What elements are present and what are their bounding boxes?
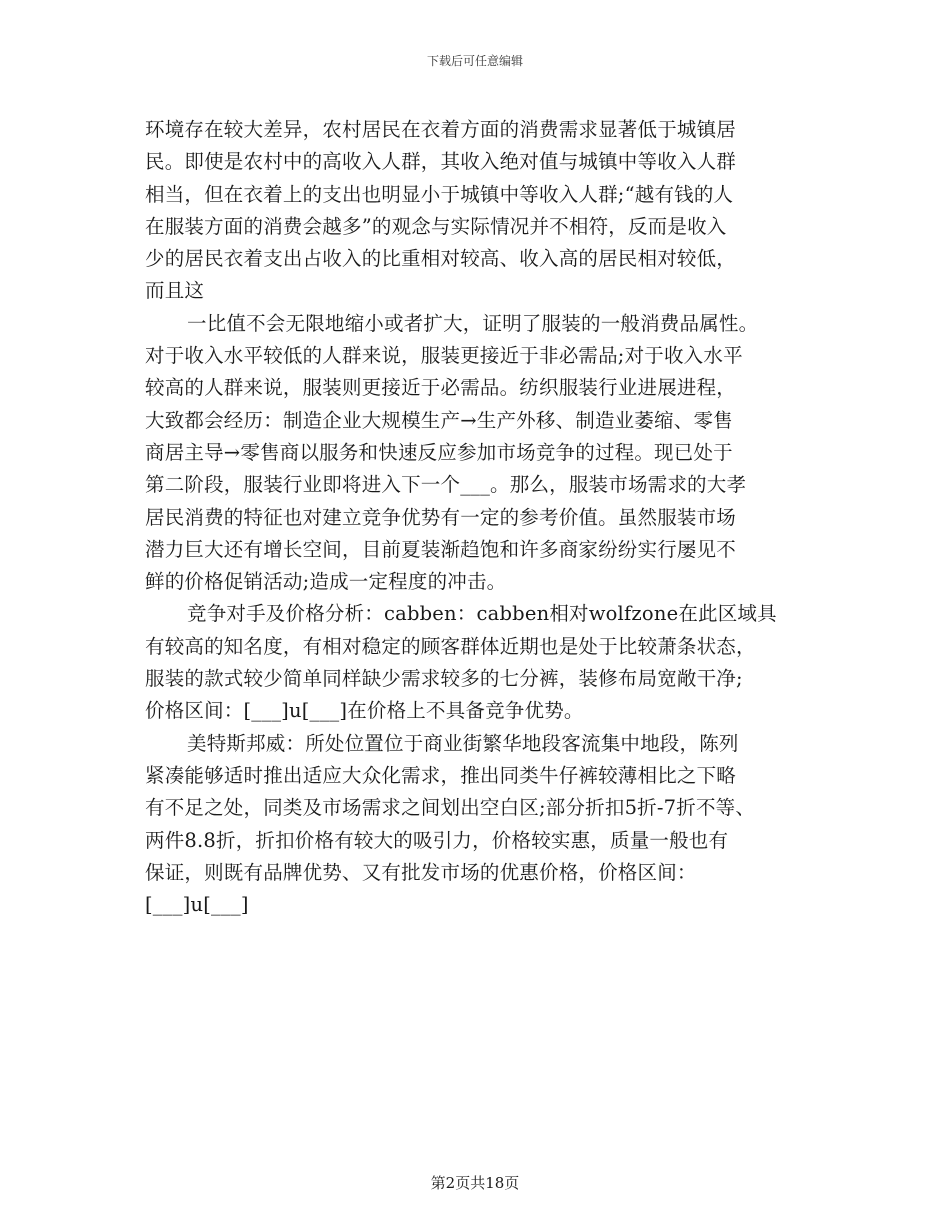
text-line: 有不足之处，同类及市场需求之间划出空白区;部分折扣5折-7折不等、	[145, 796, 756, 820]
text-line: 商居主导→零售商以服务和快速反应参加市场竞争的过程。现已处于	[145, 440, 733, 464]
page-header: 下载后可任意编辑	[426, 54, 523, 68]
page-footer: 第2页共18页	[430, 1174, 520, 1192]
text-line: [___]u[___]	[145, 893, 249, 917]
text-line: 紧凑能够适时推出适应大众化需求，推出同类牛仔裤较薄相比之下略	[145, 763, 737, 787]
text-line: 保证，则既有品牌优势、又有批发市场的优惠价格，价格区间：	[145, 860, 697, 884]
text-line: 竞争对手及价格分析：cabben：cabben相对wolfzone在此区域具	[187, 602, 777, 626]
text-line: 鲜的价格促销活动;造成一定程度的冲击。	[145, 570, 507, 594]
text-line: 潜力巨大还有增长空间，目前夏装渐趋饱和许多商家纷纷实行屡见不	[145, 537, 737, 561]
text-line: 两件8.8折，折扣价格有较大的吸引力，价格较实惠，质量一般也有	[145, 828, 729, 852]
text-line: 对于收入水平较低的人群来说，服装更接近于非必需品;对于收入水平	[145, 344, 743, 368]
text-line: 较高的人群来说，服装则更接近于必需品。纺织服装行业进展进程，	[145, 376, 737, 400]
text-line: 有较高的知名度，有相对稳定的顾客群体近期也是处于比较萧条状态，	[145, 634, 756, 658]
text-line: 服装的款式较少简单同样缺少需求较多的七分裤，装修布局宽敞干净;	[145, 667, 743, 691]
text-line: 第二阶段，服装行业即将进入下一个___。那么，服装市场需求的大孝	[145, 473, 747, 497]
text-line: 相当，但在衣着上的支出也明显小于城镇中等收入人群;“越有钱的人	[145, 182, 734, 206]
text-line: 在服装方面的消费会越多”的观念与实际情况并不相符，反而是收入	[145, 214, 727, 238]
text-line: 环境存在较大差异，农村居民在衣着方面的消费需求显著低于城镇居	[145, 118, 737, 141]
document-body	[145, 114, 825, 921]
text-line: 而且这	[145, 279, 205, 303]
text-line: 一比值不会无限地缩小或者扩大，证明了服装的一般消费品属性。	[187, 311, 759, 335]
text-line: 民。即使是农村中的高收入人群，其收入绝对值与城镇中等收入人群	[145, 150, 737, 174]
text-line: 美特斯邦威：所处位置位于商业街繁华地段客流集中地段，陈列	[187, 731, 739, 755]
text-line: 少的居民衣着支出占收入的比重相对较高、收入高的居民相对较低，	[145, 247, 737, 271]
text-line: 价格区间：[___]u[___]在价格上不具备竞争优势。	[145, 699, 584, 723]
text-line: 大致都会经历：制造企业大规模生产→生产外移、制造业萎缩、零售	[145, 408, 733, 432]
text-line: 居民消费的特征也对建立竞争优势有一定的参考价值。虽然服装市场	[145, 505, 737, 529]
